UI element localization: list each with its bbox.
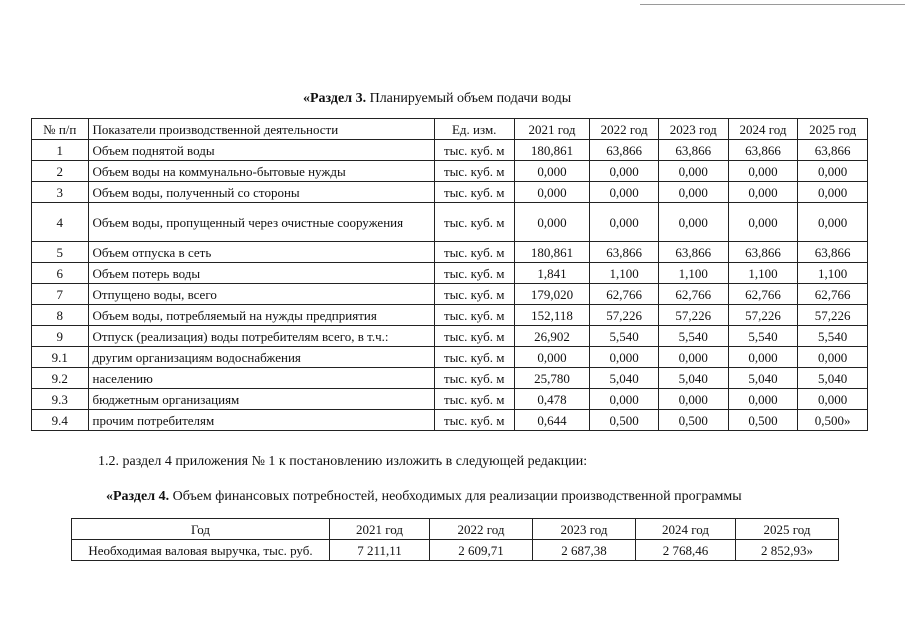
value-2022: 0,000 [590,161,659,182]
value-2024: 0,500 [728,410,798,431]
table-row [32,410,868,431]
row-unit: тыс. куб. м [434,140,514,161]
value-2024: 1,100 [728,263,798,284]
value-2024: 57,226 [728,305,798,326]
value-2023: 62,766 [658,284,728,305]
row-number: 9.3 [32,389,89,410]
financial-needs-table [71,518,839,561]
row-indicator: Объем потерь воды [88,263,434,284]
amendment-note: 1.2. раздел 4 приложения № 1 к постановлению изложить в следующей редакции: [98,454,588,469]
value-2025: 0,000 [798,203,868,242]
row-indicator: населению [88,368,434,389]
section-3-title-text: Планируемый объем подачи воды [366,91,572,106]
row-unit: тыс. куб. м [434,182,514,203]
row-unit: тыс. куб. м [434,347,514,368]
value-2022: 0,000 [590,203,659,242]
value-2024: 0,000 [728,182,798,203]
value-2023: 63,866 [658,242,728,263]
water-supply-table [31,118,868,431]
value-2024: 63,866 [728,242,798,263]
table-row [32,389,868,410]
value-2023: 5,040 [658,368,728,389]
table-row [72,540,839,561]
row-number: 9.4 [32,410,89,431]
row-unit: тыс. куб. м [434,389,514,410]
value-2021: 0,000 [514,161,590,182]
row-unit: тыс. куб. м [434,368,514,389]
value-2023: 0,000 [658,389,728,410]
value-2022: 1,100 [590,263,659,284]
value-2024: 62,766 [728,284,798,305]
value-2023: 0,000 [658,161,728,182]
table-row [32,182,868,203]
value-2024: 0,000 [728,347,798,368]
table-row [32,203,868,242]
value-2021: 1,841 [514,263,590,284]
row-label: Необходимая валовая выручка, тыс. руб. [72,540,330,561]
value-2025: 5,040 [798,368,868,389]
row-indicator: Объем воды, потребляемый на нужды предприятия [88,305,434,326]
row-indicator: Отпущено воды, всего [88,284,434,305]
header-year: Год [72,519,330,540]
header-year-2023: 2023 год [658,119,728,140]
section-3-title-prefix: «Раздел 3. [303,91,367,106]
value-2023: 63,866 [658,140,728,161]
value-2021: 180,861 [514,242,590,263]
row-unit: тыс. куб. м [434,263,514,284]
row-unit: тыс. куб. м [434,161,514,182]
value-2021: 180,861 [514,140,590,161]
section-4-title-text: Объем финансовых потребностей, необходимых для реализации производственной программы [169,489,742,504]
value-2022: 5,540 [590,326,659,347]
value-2024: 0,000 [728,203,798,242]
value-2024: 63,866 [728,140,798,161]
value-2023: 5,540 [658,326,728,347]
row-indicator: прочим потребителям [88,410,434,431]
value-2022: 57,226 [590,305,659,326]
row-indicator: Объем воды, пропущенный через очистные сооружения [88,203,434,242]
value-2023: 0,000 [658,182,728,203]
value-2025: 0,500» [798,410,868,431]
table-row [32,263,868,284]
table-body [32,140,868,431]
section-3-title [303,91,571,107]
table-header-row [32,119,868,140]
value-2021: 0,000 [514,182,590,203]
row-unit: тыс. куб. м [434,203,514,242]
header-year-2024: 2024 год [636,519,736,540]
row-indicator: Объем поднятой воды [88,140,434,161]
value-2024: 2 768,46 [636,540,736,561]
row-indicator: Объем отпуска в сеть [88,242,434,263]
value-2025: 2 852,93» [736,540,839,561]
table-row [32,242,868,263]
section-4-title-prefix: «Раздел 4. [106,489,170,504]
value-2021: 179,020 [514,284,590,305]
header-year-2022: 2022 год [430,519,533,540]
value-2021: 0,000 [514,347,590,368]
value-2025: 0,000 [798,347,868,368]
table-header-row [72,519,839,540]
value-2024: 0,000 [728,389,798,410]
value-2023: 0,500 [658,410,728,431]
value-2022: 5,040 [590,368,659,389]
value-2022: 63,866 [590,140,659,161]
value-2021: 26,902 [514,326,590,347]
row-unit: тыс. куб. м [434,305,514,326]
value-2023: 0,000 [658,203,728,242]
row-number: 3 [32,182,89,203]
value-2025: 57,226 [798,305,868,326]
row-indicator: Отпуск (реализация) воды потребителям всего, в т.ч.: [88,326,434,347]
row-number: 6 [32,263,89,284]
header-year-2025: 2025 год [736,519,839,540]
row-indicator: другим организациям водоснабжения [88,347,434,368]
value-2025: 1,100 [798,263,868,284]
header-unit: Ед. изм. [434,119,514,140]
value-2021: 152,118 [514,305,590,326]
row-indicator: бюджетным организациям [88,389,434,410]
row-unit: тыс. куб. м [434,242,514,263]
value-2021: 0,644 [514,410,590,431]
value-2024: 0,000 [728,161,798,182]
row-number: 9.2 [32,368,89,389]
header-indicator: Показатели производственной деятельности [88,119,434,140]
value-2022: 2 609,71 [430,540,533,561]
header-year-2023: 2023 год [533,519,636,540]
row-number: 7 [32,284,89,305]
row-unit: тыс. куб. м [434,326,514,347]
value-2023: 1,100 [658,263,728,284]
header-year-2021: 2021 год [330,519,430,540]
table-row [32,140,868,161]
row-number: 1 [32,140,89,161]
value-2022: 0,000 [590,182,659,203]
table-row [32,284,868,305]
row-unit: тыс. куб. м [434,284,514,305]
row-unit: тыс. куб. м [434,410,514,431]
row-number: 8 [32,305,89,326]
table-row [32,368,868,389]
row-number: 4 [32,203,89,242]
table-row [32,305,868,326]
table-row [32,161,868,182]
value-2023: 0,000 [658,347,728,368]
value-2025: 62,766 [798,284,868,305]
row-number: 5 [32,242,89,263]
value-2021: 25,780 [514,368,590,389]
value-2024: 5,540 [728,326,798,347]
header-year-2022: 2022 год [590,119,659,140]
row-number: 2 [32,161,89,182]
value-2025: 5,540 [798,326,868,347]
value-2025: 63,866 [798,140,868,161]
row-number: 9 [32,326,89,347]
value-2025: 63,866 [798,242,868,263]
value-2021: 0,478 [514,389,590,410]
header-year-2025: 2025 год [798,119,868,140]
value-2023: 57,226 [658,305,728,326]
value-2024: 5,040 [728,368,798,389]
value-2025: 0,000 [798,161,868,182]
value-2025: 0,000 [798,389,868,410]
value-2022: 0,500 [590,410,659,431]
value-2023: 2 687,38 [533,540,636,561]
header-year-2021: 2021 год [514,119,590,140]
value-2022: 0,000 [590,347,659,368]
value-2022: 0,000 [590,389,659,410]
page-edge-line [640,4,905,5]
header-num: № п/п [32,119,89,140]
value-2021: 0,000 [514,203,590,242]
section-4-title [106,489,742,505]
row-indicator: Объем воды на коммунально-бытовые нужды [88,161,434,182]
row-indicator: Объем воды, полученный со стороны [88,182,434,203]
table-row [32,326,868,347]
value-2022: 63,866 [590,242,659,263]
value-2025: 0,000 [798,182,868,203]
value-2022: 62,766 [590,284,659,305]
header-year-2024: 2024 год [728,119,798,140]
value-2021: 7 211,11 [330,540,430,561]
row-number: 9.1 [32,347,89,368]
table-row [32,347,868,368]
